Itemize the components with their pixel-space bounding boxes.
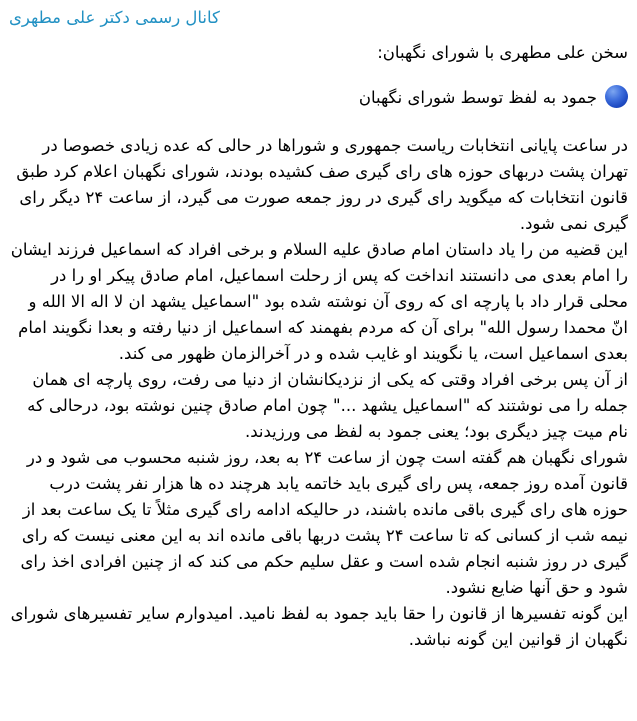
paragraph-election-closing: در ساعت پایانی انتخابات ریاست جمهوری و شوراها در حالی که عده زیادی خصوصا در تهران پشت دربهای حوزه های رای گیری صف کشیده بودند، شورای نگهبان اعلام کرد طبق قانون انتخابات که میگوید رای گیری در روز جمعه صورت می گیرد، از ساعت ۲۴ دیگر رای گیری نمی شود. bbox=[16, 136, 628, 233]
paragraph-guardian-council-ruling: شورای نگهبان هم گفته است چون از ساعت ۲۴ به بعد، روز شنبه محسوب می شود و در قانون آمده روز جمعه، پس رای گیری باید خاتمه یابد هرچند ده ها هزار نفر پشت درب حوزه های رای گیری باقی مانده باشند، در حالیکه ادامه رای گیری مثلاً تا یک ساعت بعد از نیمه شب از کسانی که تا ساعت ۲۴ پشت دربها باقی مانده اند به این معنی نیست که رای گیری در روز شنبه انجام شده است و عقل سلیم حکم می کند که از چنین افرادی اخذ رای شود و حق آنها ضایع نشود. bbox=[20, 448, 628, 597]
paragraph-imam-sadegh-story: این قضیه من را یاد داستان امام صادق علیه السلام و برخی افراد که اسماعیل فرزند ایشان را امام بعدی می دانستند انداخت که پس از رحلت اسماعیل، امام صادق پیکر او را در محلی قرار داد با پارچه ای که روی آن نوشته شده بود "اسماعیل یشهد ان لا اله الا الله و انّ محمدا رسول الله" برای آن که مردم بفهمند که اسماعیل از دنیا رفته و بعدا نگویند امام بعدی اسماعیل است، یا نگویند او غایب شده و در آخرالزمان ظهور می کند. bbox=[10, 240, 628, 363]
paragraph-conclusion: این گونه تفسیرها از قانون را حقا باید جمود به لفظ نامید. امیدوارم سایر تفسیرهای شورای نگهبان از قوانین این گونه نباشد. bbox=[10, 604, 628, 649]
post-title: سخن علی مطهری با شورای نگهبان: bbox=[377, 43, 628, 62]
post-subtitle-text: جمود به لفظ توسط شورای نگهبان bbox=[358, 88, 597, 107]
blue-circle-icon bbox=[605, 85, 628, 108]
post-subtitle bbox=[9, 84, 628, 112]
post-body bbox=[9, 133, 628, 653]
paragraph-cloth-copying: از آن پس برخی افراد وقتی که یکی از نزدیکانشان از دنیا می رفت، روی پارچه ای همان جمله را می نوشتند که "اسماعیل یشهد ..." چون امام صادق چنین نوشته بود، درحالی که نام میت چیز دیگری بود؛ یعنی جمود به لفظ می ورزیدند. bbox=[27, 370, 628, 441]
channel-title-link[interactable]: کانال رسمی دکتر علی مطهری bbox=[9, 8, 220, 27]
